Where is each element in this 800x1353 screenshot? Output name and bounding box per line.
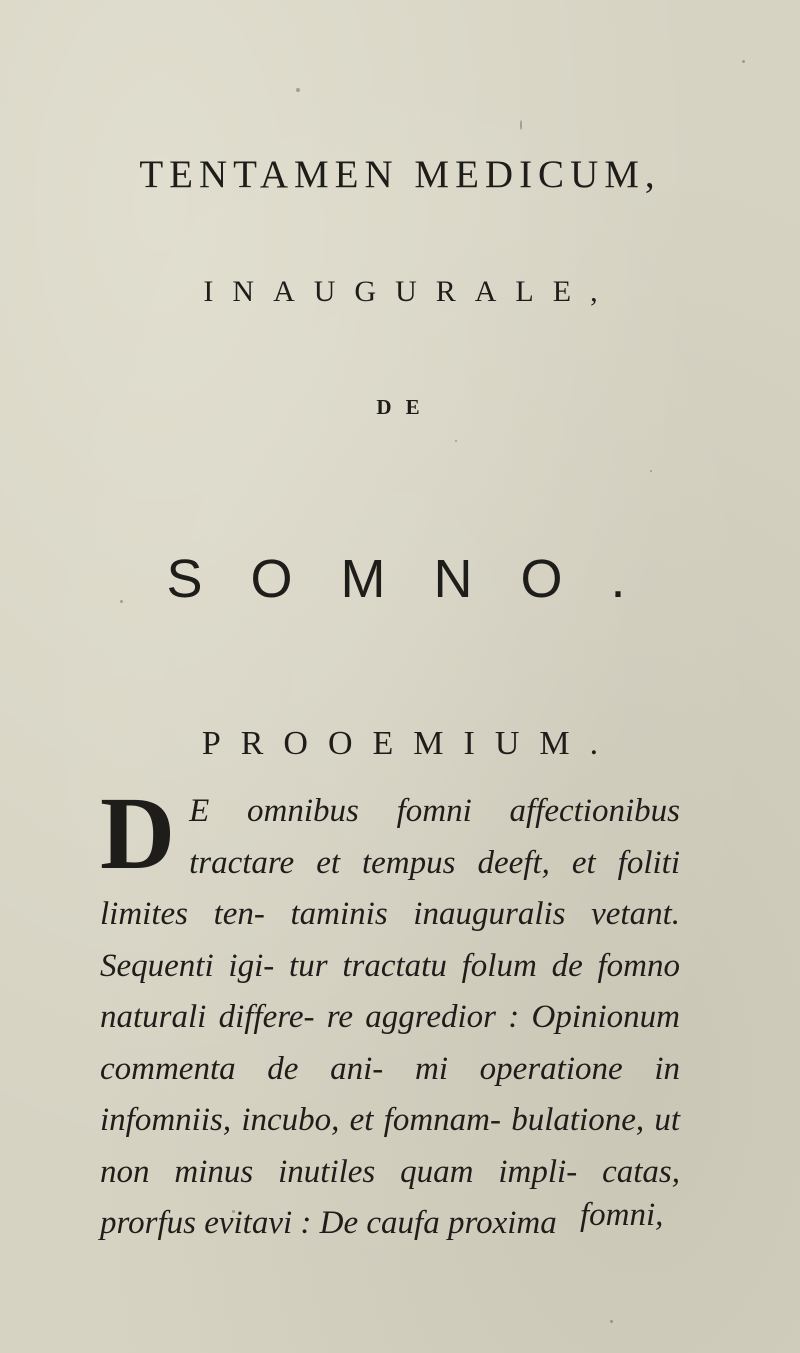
catchword: fomni,: [580, 1197, 664, 1233]
main-subject: SOMNO.: [166, 549, 674, 609]
preposition-de: DE: [376, 395, 434, 419]
page-title: TENTAMEN MEDICUM,: [139, 153, 661, 196]
drop-cap: D: [100, 776, 176, 891]
paragraph-text: E omnibus fomni affectionibus tractare et tempus deeft, et foliti limites ten- taminis inauguralis vetant. Sequenti igi- tur tractatu folum de fomno naturali differe- re aggredior : Opinionum commenta de ani- mi operatione in infomniis, incubo, et fomnam- bulatione, ut non minus inutiles quam impli- catas, prorfus evitavi : De caufa proxima: [100, 793, 680, 1241]
body-paragraph: [100, 776, 680, 1250]
section-heading: PROOEMIUM.: [201, 725, 619, 762]
subtitle: INAUGURALE,: [203, 275, 617, 308]
